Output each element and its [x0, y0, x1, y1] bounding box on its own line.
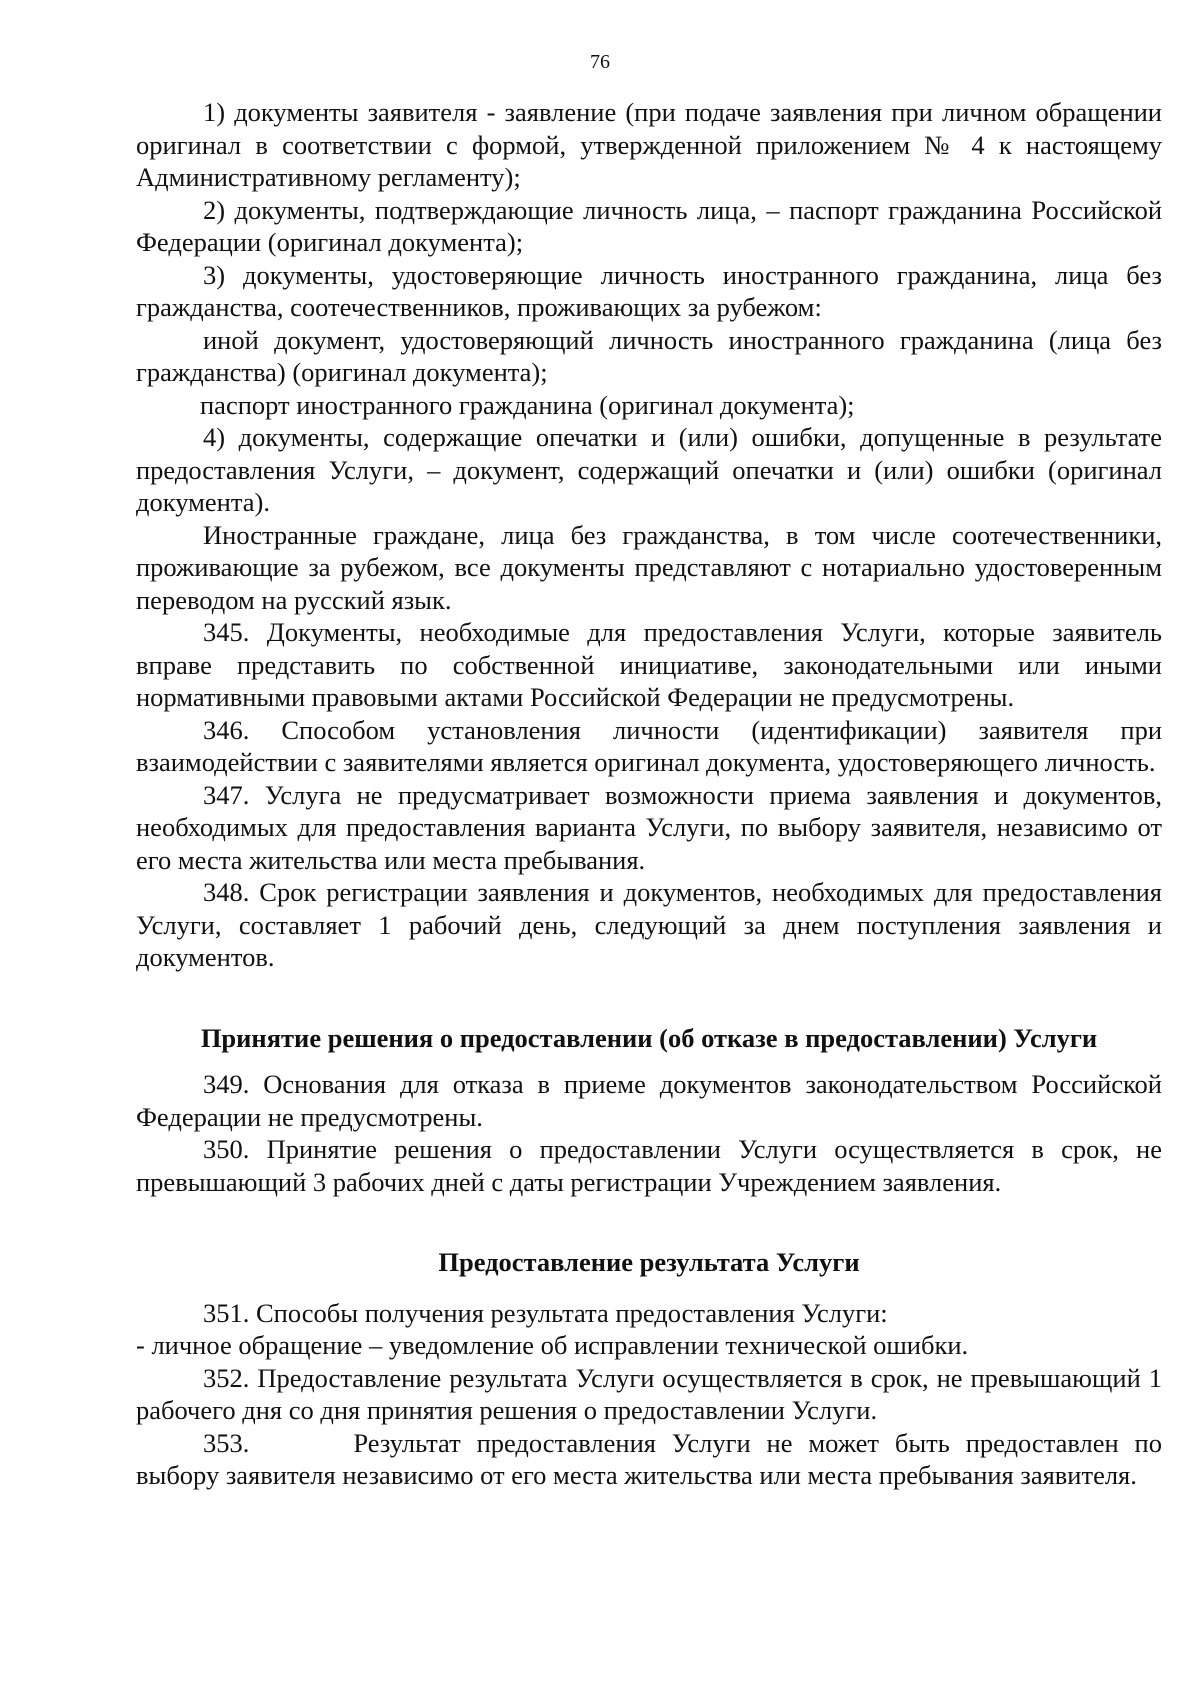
page-number: 76	[590, 51, 610, 73]
paragraph-351: 351. Способы получения результата предоставления Услуги:	[203, 1297, 888, 1328]
paragraph-353-text: Результат предоставления Услуги не может быть предоставлен по выбору заявителя независимо от его места жительства или места пребывания заявителя.	[136, 1427, 1162, 1490]
paragraph-347: 347. Услуга не предусматривает возможности приема заявления и документов, необходимых для предоставления варианта Услуги, по выбору заявителя, независимо от его места жительства или места пребывания.	[136, 779, 1162, 875]
paragraph-foreign-citizens: Иностранные граждане, лица без гражданства, в том числе соотечественники, проживающие за рубежом, все документы представляют с нотариально удостоверенным переводом на русский язык.	[136, 519, 1162, 615]
paragraph-353	[136, 1427, 1162, 1492]
paragraph-foreign-identity-documents: 3) документы, удостоверяющие личность иностранного гражданина, лица без гражданства, соотечественников, проживающих за рубежом:	[136, 259, 1162, 322]
paragraph-349: 349. Основания для отказа в приеме документов законодательством Российской Федерации не предусмотрены.	[136, 1069, 1162, 1132]
paragraph-applicant-documents: 1) документы заявителя - заявление (при подаче заявления при личном обращении оригинал в соответствии с формой, утвержденной приложением № 4 к настоящему Административному регламенту);	[136, 97, 1162, 192]
paragraph-352: 352. Предоставление результата Услуги осуществляется в срок, не превышающий 1 рабочего дня со дня принятия решения о предоставлении Услуги.	[136, 1362, 1162, 1425]
paragraph-345: 345. Документы, необходимые для предоставления Услуги, которые заявитель вправе представить по собственной инициативе, законодательными или иными нормативными правовыми актами Российской Федерации не предусмотрены.	[136, 617, 1162, 712]
paragraph-foreign-passport: паспорт иностранного гражданина (оригинал документа);	[200, 389, 855, 420]
document-body	[136, 96, 1162, 1492]
paragraph-353-number: 353.	[203, 1427, 250, 1458]
paragraph-348: 348. Срок регистрации заявления и документов, необходимых для предоставления Услуги, составляет 1 рабочий день, следующий за днем поступления заявления и документов.	[136, 877, 1162, 972]
paragraph-346: 346. Способом установления личности (идентификации) заявителя при взаимодействии с заявителями является оригинал документа, удостоверяющего личность.	[136, 714, 1162, 777]
section-heading-decision: Принятие решения о предоставлении (об отказе в предоставлении) Услуги	[200, 1022, 1098, 1053]
section-heading-result: Предоставление результата Услуги	[438, 1247, 860, 1277]
paragraph-350: 350. Принятие решения о предоставлении Услуги осуществляется в срок, не превышающий 3 рабочих дней с даты регистрации Учреждением заявления.	[136, 1134, 1162, 1197]
paragraph-identity-documents: 2) документы, подтверждающие личность лица, – паспорт гражданина Российской Федерации (оригинал документа);	[136, 194, 1162, 257]
paragraph-other-document: иной документ, удостоверяющий личность иностранного гражданина (лица без гражданства) (оригинал документа);	[136, 324, 1162, 387]
paragraph-error-documents: 4) документы, содержащие опечатки и (или) ошибки, допущенные в результате предоставления Услуги, – документ, содержащий опечатки и (или) ошибки (оригинал документа).	[136, 422, 1162, 517]
paragraph-result-method: - личное обращение – уведомление об исправлении технической ошибки.	[136, 1330, 969, 1360]
